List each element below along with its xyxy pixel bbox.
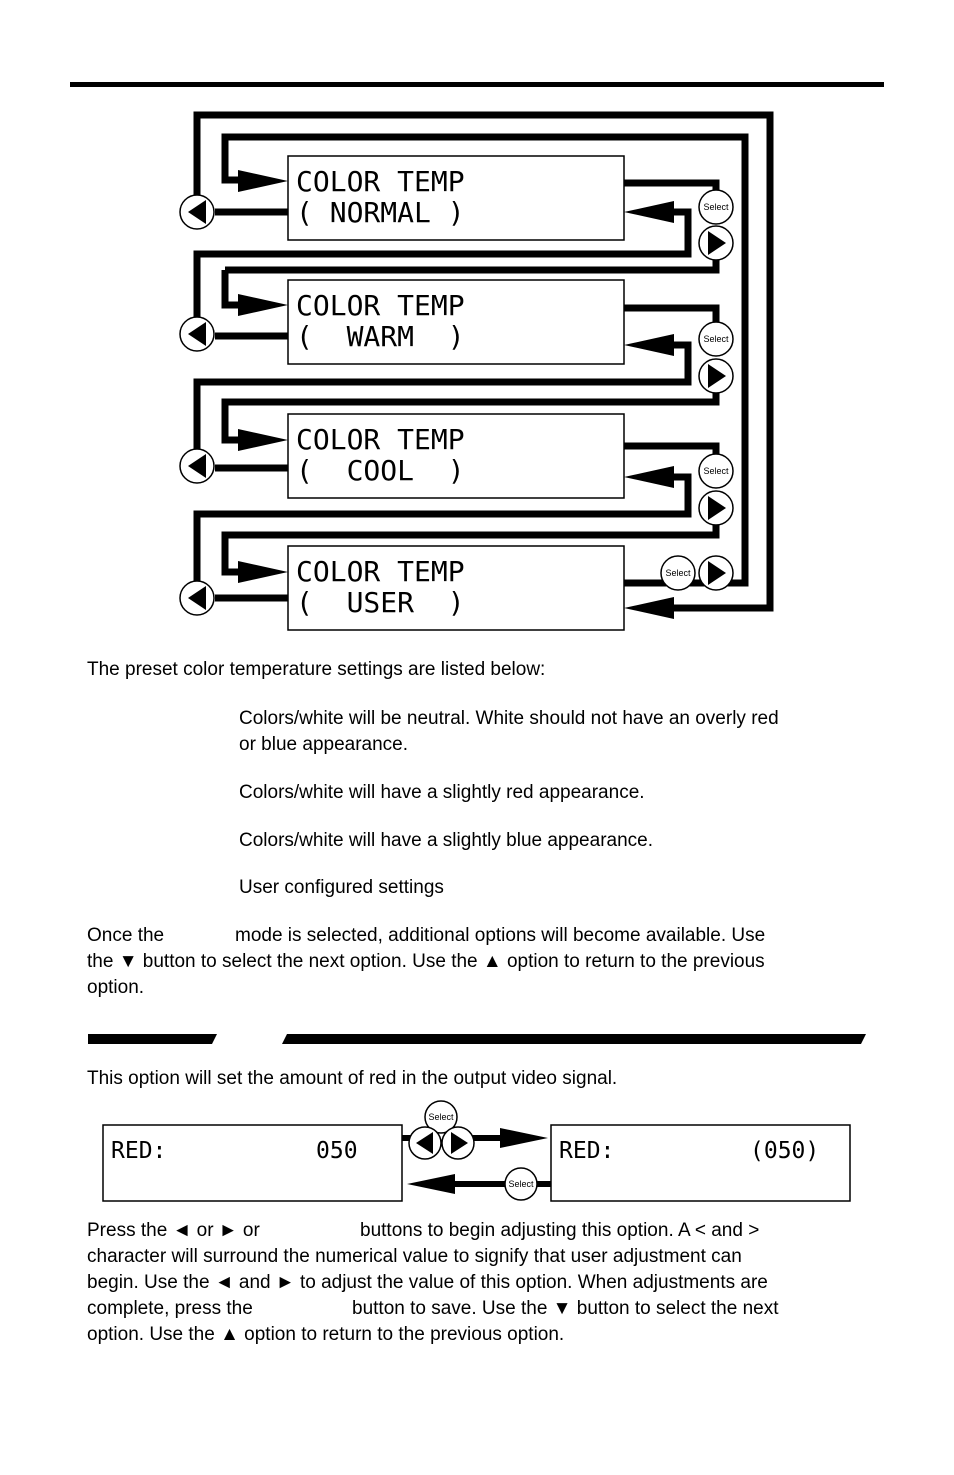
- section-bar-left: [88, 1034, 217, 1044]
- press-line4-b: button to save. Use the ▼ button to select the next: [352, 1298, 779, 1319]
- arrow-into-user: [238, 561, 288, 583]
- red-left-label: RED:: [111, 1138, 167, 1164]
- once-line3: option.: [87, 977, 145, 998]
- right-button-user[interactable]: [699, 556, 733, 590]
- press-line1-a: Press the ◄ or ► or: [87, 1220, 260, 1241]
- lcd-user-line1: COLOR TEMP: [296, 555, 465, 588]
- select-label: Select: [508, 1179, 534, 1189]
- select-label: Select: [703, 202, 729, 212]
- red-right-button[interactable]: [442, 1127, 474, 1159]
- lcd-normal-line2: ( NORMAL ): [296, 196, 465, 229]
- press-line1-b: buttons to begin adjusting this option. A < and >: [360, 1220, 760, 1241]
- arrow-into-cool: [238, 429, 288, 451]
- red-right-value: (050): [750, 1138, 820, 1164]
- desc-normal-line1: Colors/white will be neutral. White should not have an overly red: [239, 708, 779, 729]
- arrow-into-warm: [238, 294, 288, 316]
- arrow-to-adjust: [500, 1128, 548, 1148]
- select-button-user[interactable]: [661, 556, 695, 590]
- arrow-back-normal: [624, 201, 674, 223]
- right-button-warm[interactable]: [699, 359, 733, 393]
- red-left-value: 050: [316, 1138, 358, 1164]
- red-intro-text: This option will set the amount of red in the output video signal.: [87, 1068, 618, 1089]
- left-button-user[interactable]: [180, 581, 214, 615]
- desc-cool: Colors/white will have a slightly blue appearance.: [239, 830, 654, 851]
- lcd-warm-line2: ( WARM ): [296, 320, 465, 353]
- desc-user: User configured settings: [239, 877, 444, 898]
- desc-normal-line2: or blue appearance.: [239, 734, 409, 755]
- select-button-warm[interactable]: [699, 322, 733, 356]
- left-button-warm[interactable]: [180, 317, 214, 351]
- select-label: Select: [665, 568, 691, 578]
- arrow-into-normal: [238, 170, 288, 192]
- desc-warm: Colors/white will have a slightly red appearance.: [239, 782, 645, 803]
- lcd-normal-line1: COLOR TEMP: [296, 165, 465, 198]
- select-label: Select: [703, 466, 729, 476]
- left-button-normal[interactable]: [180, 195, 214, 229]
- arrow-to-save: [407, 1174, 455, 1194]
- lcd-cool-line2: ( COOL ): [296, 454, 465, 487]
- normal-right-top: [624, 183, 716, 195]
- normal-next-line: [225, 260, 716, 270]
- once-line1-a: Once the: [87, 925, 165, 946]
- red-select-button-bottom[interactable]: [505, 1168, 537, 1200]
- select-label: Select: [428, 1112, 454, 1122]
- intro-text: The preset color temperature settings are listed below:: [87, 659, 546, 680]
- arrow-back-user: [624, 597, 674, 619]
- lcd-normal: [288, 156, 624, 240]
- red-right-label: RED:: [559, 1138, 615, 1164]
- red-adjust-diagram: [0, 1100, 954, 1210]
- press-line2: character will surround the numerical value to signify that user adjustment can: [87, 1246, 742, 1267]
- lcd-cool: [288, 414, 624, 498]
- section-bar-right: [282, 1034, 866, 1044]
- cool-right-top: [624, 446, 716, 454]
- lcd-user: [288, 546, 624, 630]
- lcd-user-line2: ( USER ): [296, 586, 465, 619]
- warm-right-top: [624, 308, 716, 322]
- arrow-back-cool: [624, 466, 674, 488]
- select-button-normal[interactable]: [699, 190, 733, 224]
- lcd-cool-line1: COLOR TEMP: [296, 423, 465, 456]
- select-button-cool[interactable]: [699, 454, 733, 488]
- lcd-warm: [288, 280, 624, 364]
- color-temp-flow-diagram: [0, 0, 954, 650]
- lcd-warm-line1: COLOR TEMP: [296, 289, 465, 322]
- left-button-cool[interactable]: [180, 449, 214, 483]
- arrow-back-warm: [624, 334, 674, 356]
- press-line5: option. Use the ▲ option to return to the previous option.: [87, 1324, 565, 1345]
- warm-in-line: [225, 270, 240, 305]
- press-line4-a: complete, press the: [87, 1298, 253, 1319]
- right-button-cool[interactable]: [699, 491, 733, 525]
- right-button-normal[interactable]: [699, 226, 733, 260]
- section-heading-bars: [0, 1030, 954, 1048]
- once-line2: the ▼ button to select the next option. Use the ▲ option to return to the previous: [87, 951, 765, 972]
- press-line3: begin. Use the ◄ and ► to adjust the value of this option. When adjustments are: [87, 1272, 768, 1293]
- once-line1-b: mode is selected, additional options will become available. Use: [235, 925, 766, 946]
- select-label: Select: [703, 334, 729, 344]
- red-left-button[interactable]: [409, 1127, 441, 1159]
